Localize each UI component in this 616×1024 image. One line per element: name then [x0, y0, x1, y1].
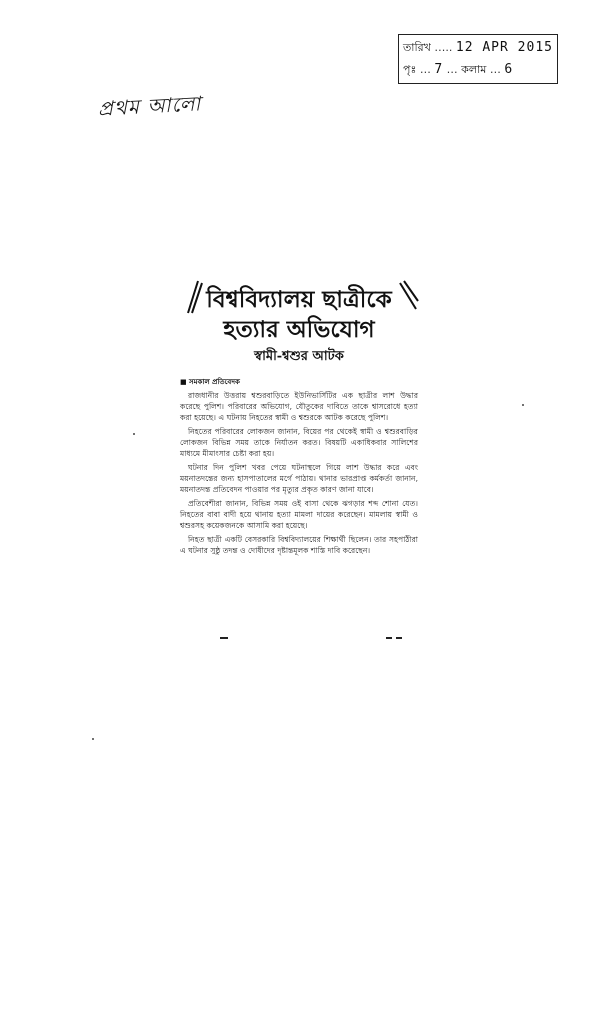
stamp-page-value: 7 [434, 62, 444, 77]
stamp-date-label: তারিখ [403, 41, 431, 54]
article-paragraph: রাজধানীর উত্তরায় শ্বশুরবাড়িতে ইউনিভার্সিটির এক ছাত্রীর লাশ উদ্ধার করেছে পুলিশ। পরিবারের অভিযোগ, যৌতুকের দাবিতে তাকে শ্বাসরোধে হত্যা করা হয়েছে। এ ঘটনায় নিহতের স্বামী ও শ্বশুরকে আটক করেছে পুলিশ। [180, 391, 418, 422]
clipping-stamp [398, 34, 558, 84]
stamp-date-value: 12 APR 2015 [455, 40, 553, 55]
clip-mark-right-icon [398, 279, 420, 315]
article-paragraph: ঘটনার দিন পুলিশ খবর পেয়ে ঘটনাস্থলে গিয়ে লাশ উদ্ধার করে এবং ময়নাতদন্তের জন্য হাসপাতালের মর্গে পাঠায়। থানার ভারপ্রাপ্ত কর্মকর্তা জানান, ময়নাতদন্ত প্রতিবেদন পাওয়ার পর মৃত্যুর প্রকৃত কারণ জানা যাবে। [180, 463, 418, 494]
clip-mark-left-icon [182, 279, 204, 315]
headline-line-1: বিশ্ববিদ্যালয় ছাত্রীকে [206, 286, 392, 313]
stamp-date-row: তারিখ ….. 12 APR 2015 [403, 40, 553, 55]
handwritten-source-name: প্রথম আলো [97, 91, 202, 121]
stamp-column-label: কলাম [461, 63, 487, 76]
article-headline [180, 285, 418, 345]
article-byline: ■ সমকাল প্রতিবেদক [180, 378, 240, 386]
article-paragraph: প্রতিবেশীরা জানান, বিভিন্ন সময় ওই বাসা থেকে ঝগড়ার শব্দ শোনা যেত। নিহতের বাবা বাদী হয়ে থানায় হত্যা মামলা দায়ের করেছেন। মামলায় স্বামী ও শ্বশুরসহ কয়েকজনকে আসামি করা হয়েছে। [180, 499, 418, 530]
stamp-column-value: 6 [504, 62, 514, 77]
stamp-page-row: পৃঃ … 7 … কলাম … 6 [403, 62, 514, 77]
headline-line-2: হত্যার অভিযোগ [223, 316, 375, 343]
article-clipping [180, 285, 418, 559]
article-paragraph: নিহত ছাত্রী একটি বেসরকারি বিশ্ববিদ্যালয়ের শিক্ষার্থী ছিলেন। তার সহপাঠীরা এ ঘটনার সুষ্ঠু তদন্ত ও দোষীদের দৃষ্টান্তমূলক শাস্তি দাবি করেছেন। [180, 535, 418, 555]
article-end-marks [206, 637, 406, 643]
article-body [180, 390, 418, 556]
stamp-page-label: পৃঃ [403, 63, 417, 76]
article-paragraph: নিহতের পরিবারের লোকজন জানান, বিয়ের পর থেকেই স্বামী ও শ্বশুরবাড়ির লোকজন বিভিন্ন সময় তাকে নির্যাতন করত। বিষয়টি একাধিকবার সালিশের মাধ্যমে মীমাংসার চেষ্টা করা হয়। [180, 427, 418, 458]
article-subhead: স্বামী-শ্বশুর আটক [254, 349, 344, 364]
